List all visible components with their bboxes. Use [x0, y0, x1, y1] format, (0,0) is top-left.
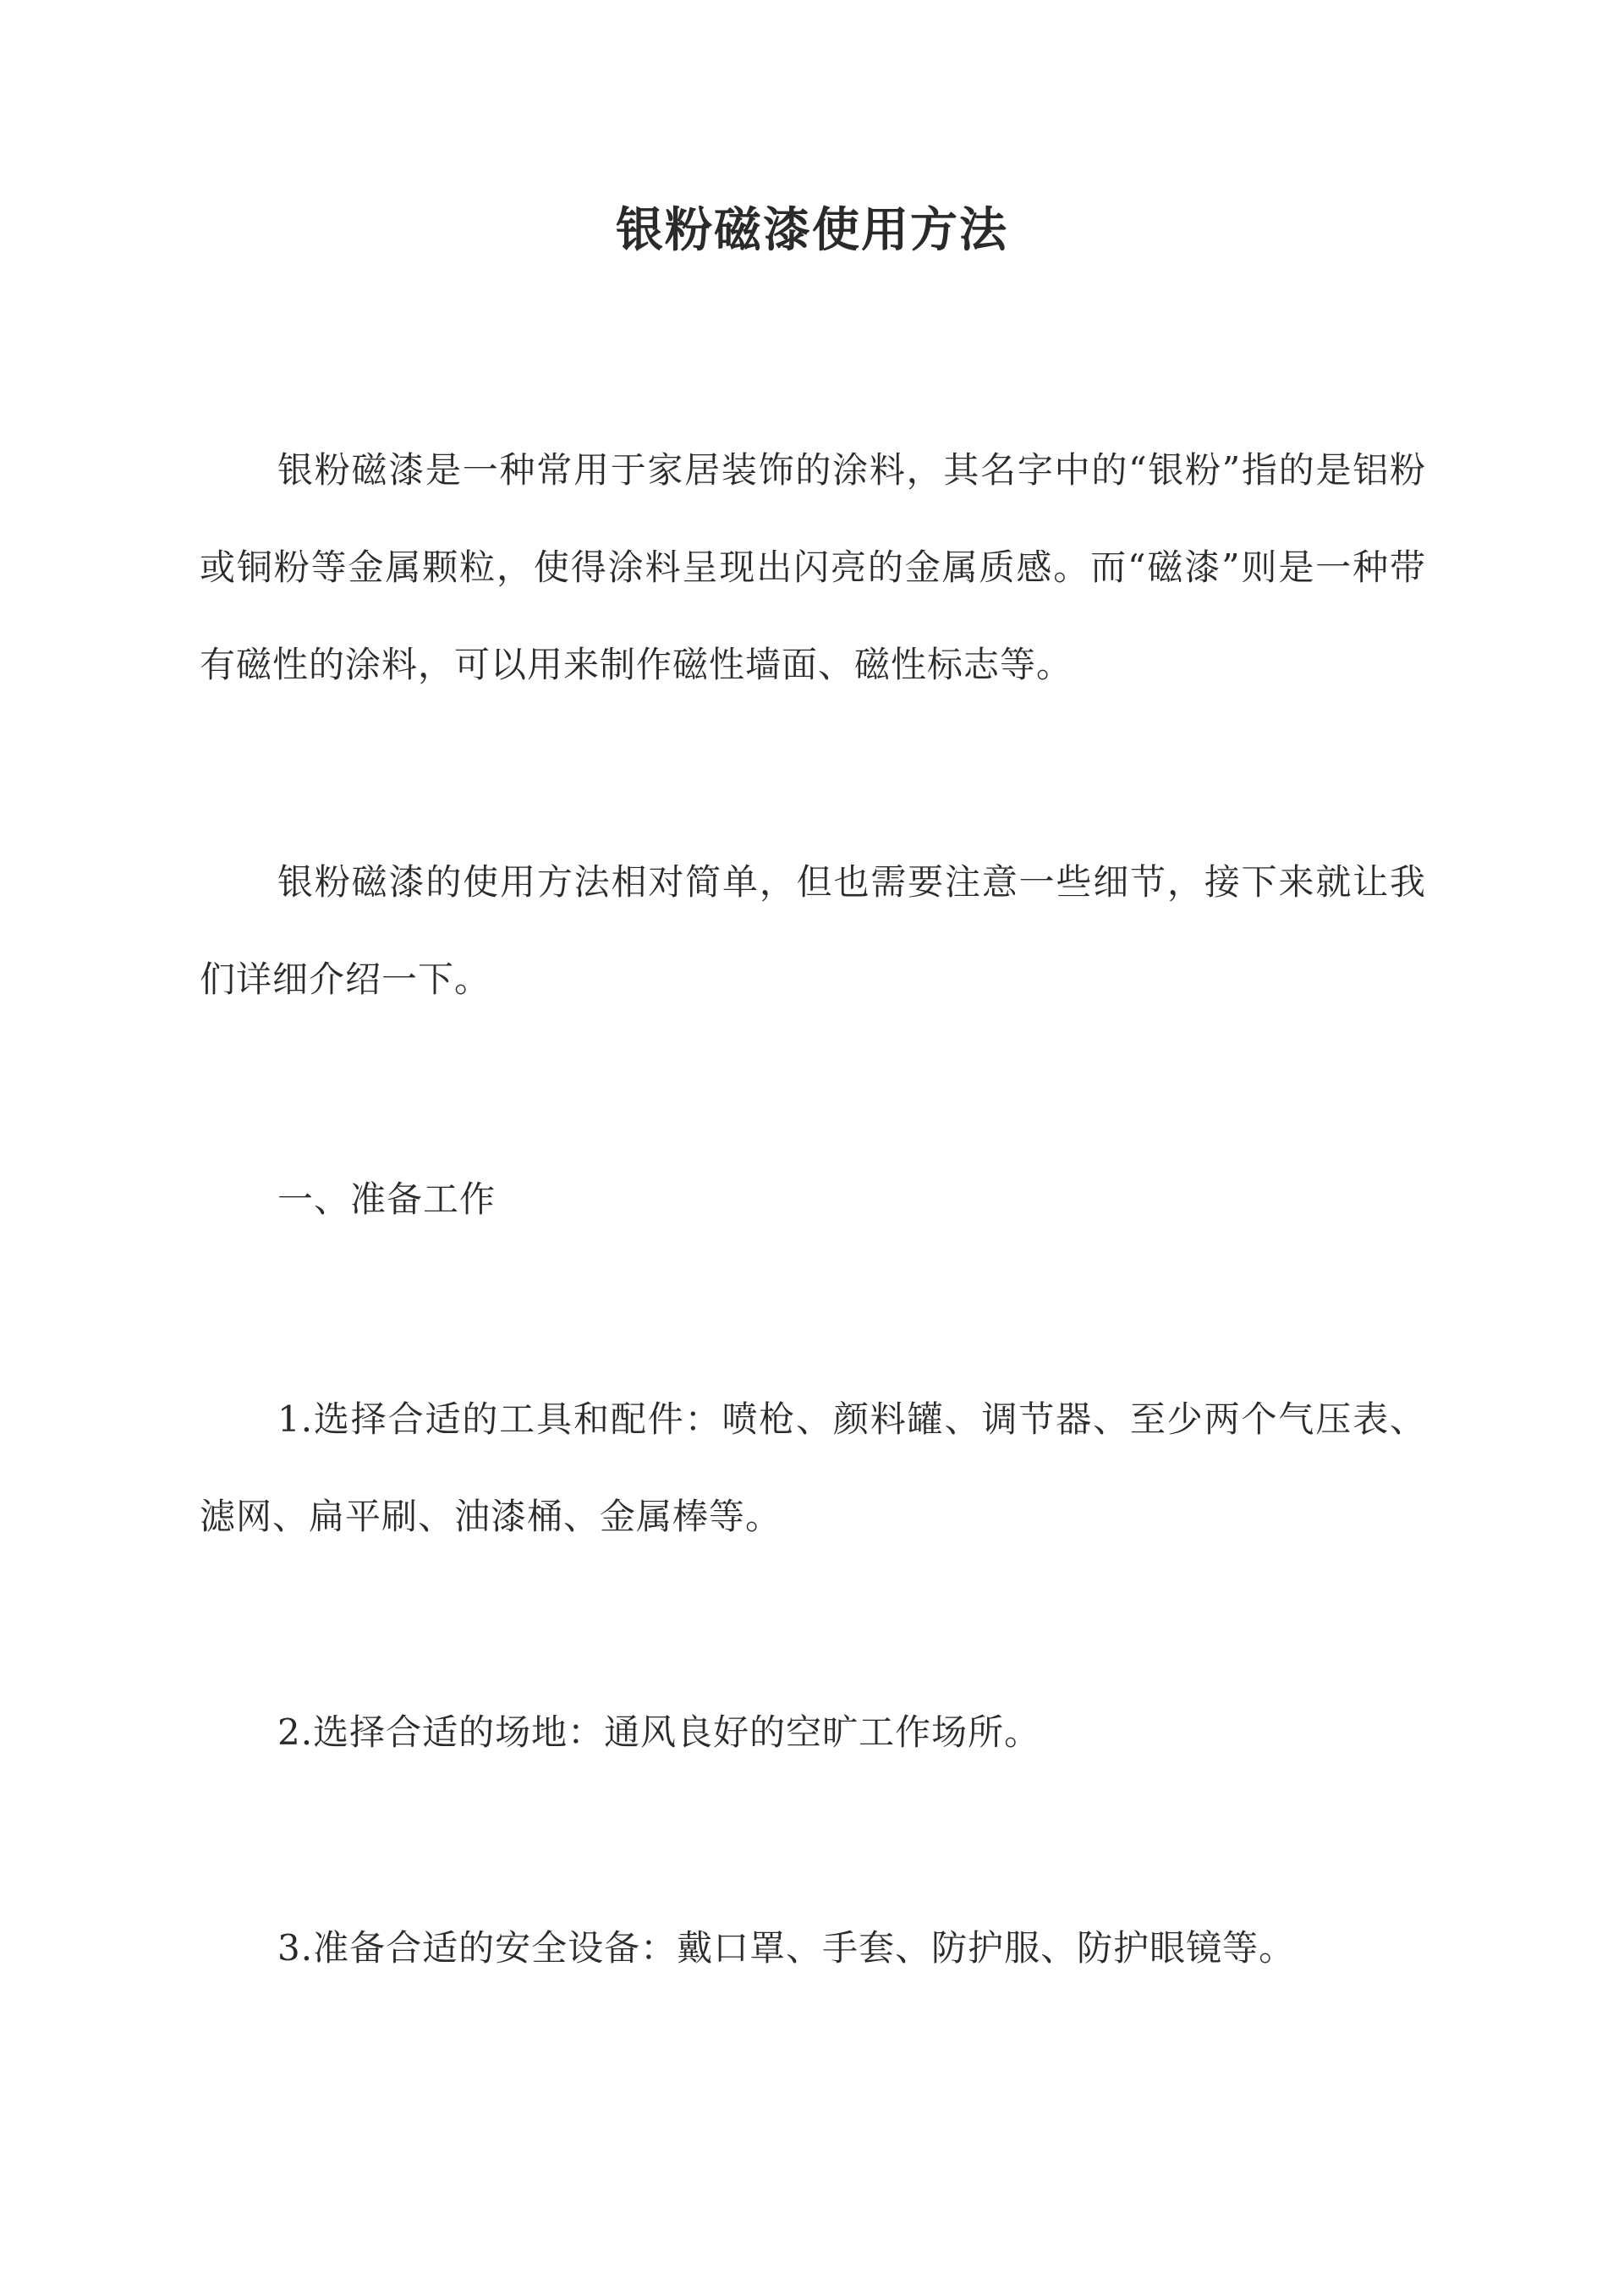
intro-paragraph: 银粉磁漆是一种常用于家居装饰的涂料，其名字中的“银粉”指的是铝粉或铜粉等金属颗粒，使得涂料呈现出闪亮的金属质感。而“磁漆”则是一种带有磁性的涂料，可以用来制作磁性墙面、磁性标志等。	[200, 449, 1426, 685]
usage-paragraph: 银粉磁漆的使用方法相对简单，但也需要注意一些细节，接下来就让我们详细介绍一下。	[200, 861, 1426, 1000]
list-item: 3.准备合适的安全设备：戴口罩、手套、防护服、防护眼镜等。	[277, 1927, 1296, 1969]
section-heading: 一、准备工作	[277, 1178, 497, 1220]
list-item: 2.选择合适的场地：通风良好的空旷工作场所。	[277, 1711, 1041, 1753]
list-item: 1.选择合适的工具和配件：喷枪、颜料罐、调节器、至少两个气压表、滤网、扁平刷、油漆桶、金属棒等。	[200, 1398, 1426, 1537]
document-title: 银粉磁漆使用方法	[616, 202, 1008, 258]
